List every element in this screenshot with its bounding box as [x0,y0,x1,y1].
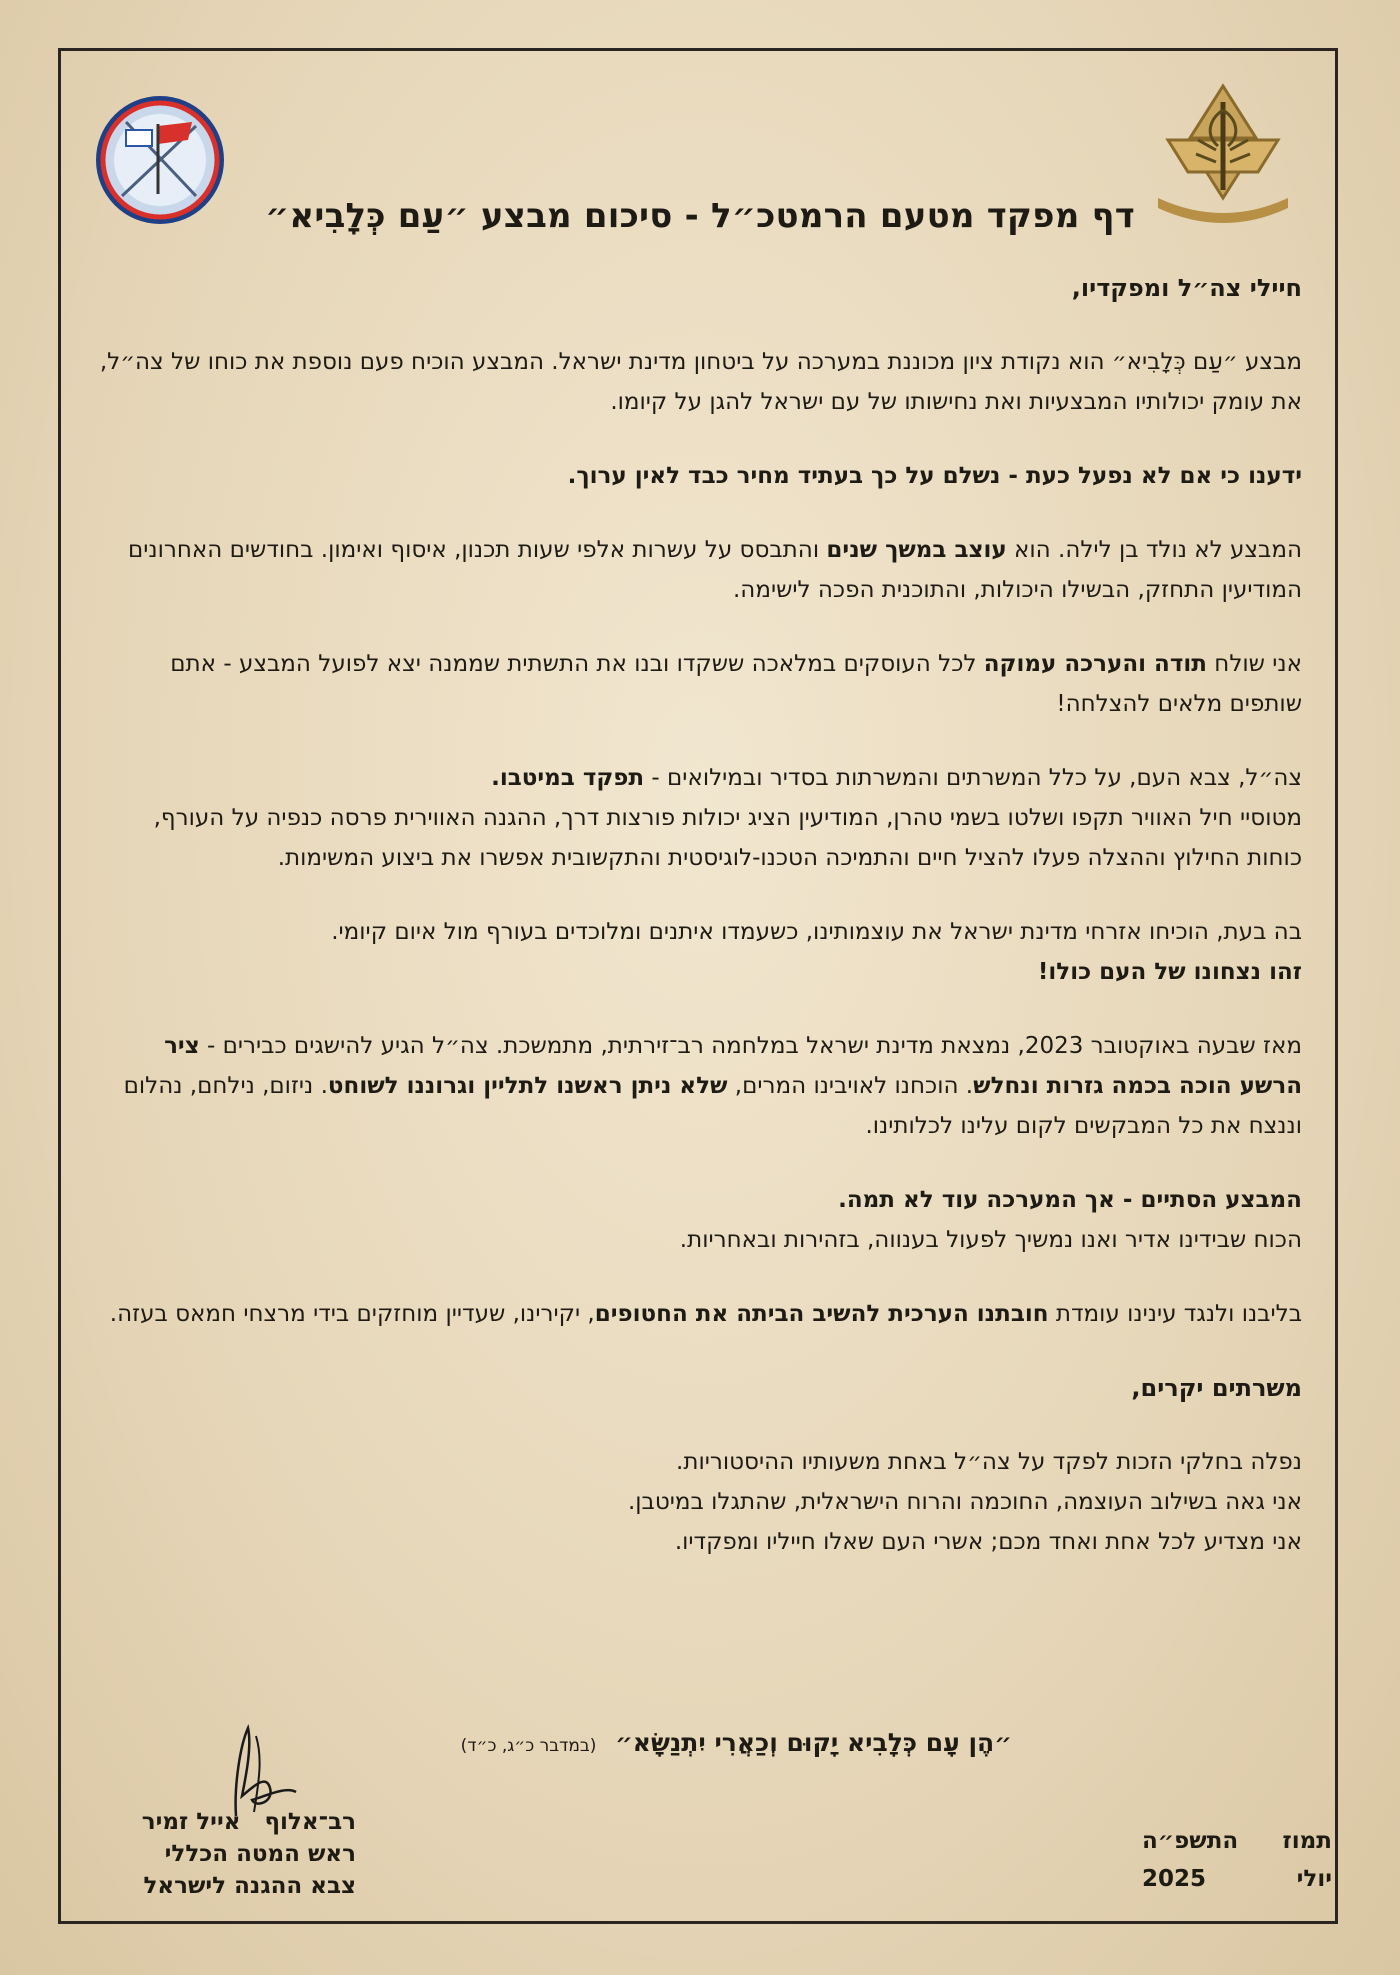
paragraph-1: מבצע ״עַם כְּלָבִיא״ הוא נקודת ציון מכוננת במערכה על ביטחון מדינת ישראל. המבצע הוכיח פעם נוספת את כוחו של צה״ל, את עומק יכולותיו המבצעיות ואת נחישותו של עם ישראל להגן על קיומו. [99,349,1302,415]
greeting: חיילי צה״ל ומפקדיו, [1071,274,1302,302]
quote-text: ״הֶן עָם כְּלָבִיא יָקוּם וְכַאֲרִי יִתְנַשָּׂא״ [615,1728,1012,1757]
paragraph-6: בה בעת, הוכיחו אזרחי מדינת ישראל את עוצמותינו, כשעמדו איתנים ומלוכדים בעורף מול איום קיומי. זהו נצחונו של העם כולו! [331,919,1302,985]
date-block [1142,1822,1332,1898]
page-title: דף מפקד מטעם הרמטכ״ל - סיכום מבצע ״עַם כְּלָבִיא״ [265,196,1135,236]
quote-source: (במדבר כ״ג, כ״ד) [460,1736,597,1756]
paragraph-11: נפלה בחלקי הזכות לפקד על צה״ל באחת משעותיו ההיסטוריות. אני גאה בשילוב העוצמה, החוכמה והרוח הישראלית, שהתגלו במיטבן. אני מצדיע לכל אחת ואחד מכם; אשרי העם שאלו חייליו ומפקדיו. [627,1449,1302,1555]
unit-emblem-icon [92,92,228,228]
paragraph-4: אני שולח תודה והערכה עמוקה לכל העוסקים במלאכה ששקדו ובנו את התשתית שממנה יצא לפועל המבצע - אתם שותפים מלאים להצלחה! [170,651,1302,717]
month: יולי [1296,1866,1332,1892]
paragraph-9: בליבנו ולנגד עינינו עומדת חובתנו הערכית להשיב הביתה את החטופים, יקירינו, שעדיין מוחזקים בידי מרצחי חמאס בעזה. [109,1301,1302,1327]
signer-org: צבא ההגנה לישראל [143,1873,356,1899]
paragraph-10: משרתים יקרים, [1131,1374,1302,1402]
hebrew-month: תמוז [1282,1828,1332,1854]
paragraph-7: מאז שבעה באוקטובר 2023, נמצאת מדינת ישראל במלחמה רב־זירתית, מתמשכת. צה״ל הגיע להישגים כבירים - ציר הרשע הוכה בכמה גזרות ונחלש. הוכחנו לאויבינו המרים, שלא ניתן ראשנו לתליין וגרוננו לשוחט. ניזום, נילחם, נהלום וננצח את כל המבקשים לקום עלינו לכלותינו. [123,1033,1302,1139]
paragraph-2: ידענו כי אם לא נפעל כעת - נשלם על כך בעתיד מחיר כבד לאין ערוך. [567,463,1302,489]
signer-role: ראש המטה הכללי [164,1841,356,1867]
idf-emblem-icon [1138,80,1308,230]
paragraph-8: המבצע הסתיים - אך המערכה עוד לא תמה. הכוח שבידינו אדיר ואנו נמשיך לפעול בענווה, בזהירות ובאחריות. [679,1187,1302,1253]
paragraph-5: צה״ל, צבא העם, על כלל המשרתים והמשרתות בסדיר ובמילואים - תפקד במיטבו. מטוסיי חיל האוויר תקפו ושלטו בשמי טהרן, המודיעין הציג יכולות פורצות דרך, ההגנה האווירית פרסה כנפיה על העורף, כוחות החילוץ וההצלה פעלו להציל חיים והתמיכה הטכנו-לוגיסטית והתקשובית אפשרו את ביצוע המשימות. [153,765,1302,871]
paragraph-3: המבצע לא נולד בן לילה. הוא עוצב במשך שנים והתבסס על עשרות אלפי שעות תכנון, איסוף ואימון. בחודשים האחרונים המודיעין התחזק, הבשילו היכולות, והתוכנית הפכה לישימה. [128,537,1302,603]
year: 2025 [1142,1866,1207,1892]
closing-quote [330,1728,1012,1757]
letter-body [98,268,1302,1596]
hebrew-year: התשפ״ה [1142,1828,1239,1854]
signer-rank-name: רב־אלוף אייל זמיר [141,1809,356,1835]
signer-block [96,1806,356,1902]
